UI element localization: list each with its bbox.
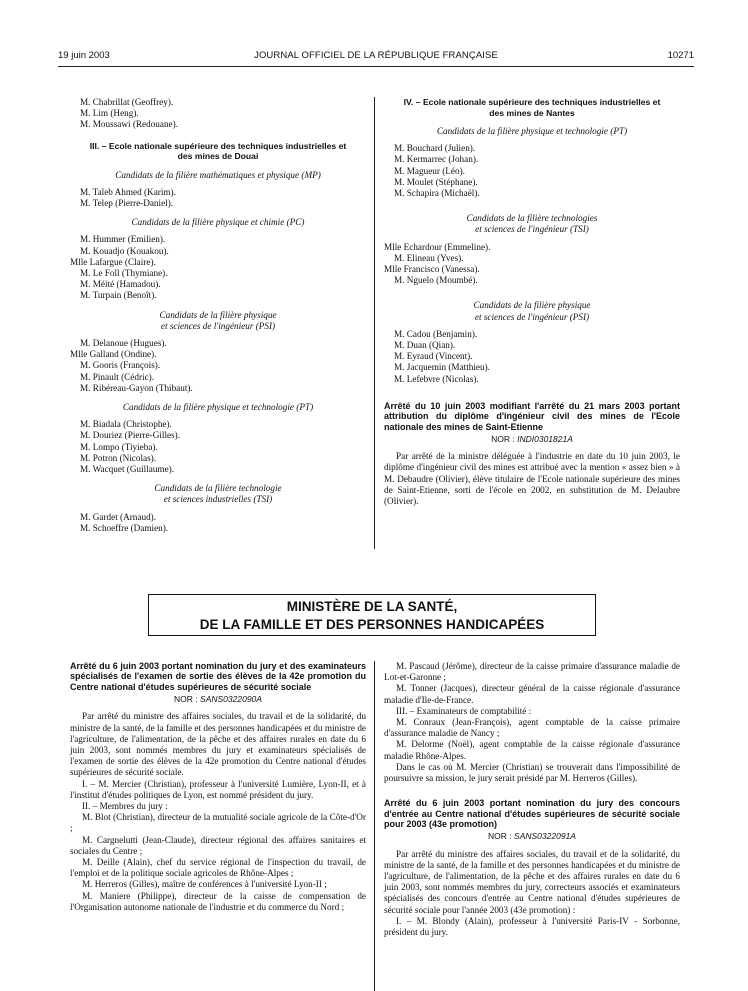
paragraph: Par arrêté de la ministre déléguée à l'industrie en date du 10 juin 2003, le diplôme d'ingénieur civil des mines est attribué avec la mention « assez bien » à M. Debaudre (Olivier), élève titulaire de l'Ecole nationale supérieure des mines de Saint-Etienne, sorti de l'école en 2002, en substitution de M. Delaubre (Olivier).	[384, 451, 680, 507]
list-item: M. Lompo (Tiyieba).	[80, 441, 158, 452]
nor-label: NOR :	[488, 831, 512, 842]
subsection-title-line: Candidats de la filière physique	[159, 309, 277, 320]
list-item: Mlle Echardour (Emmeline).	[384, 241, 491, 252]
list-item: M. Bouchard (Julien).	[394, 143, 476, 154]
column-divider-bottom	[374, 661, 375, 991]
list-item: M. Eyraud (Vincent).	[394, 351, 473, 362]
list-item: Mlle Lafargue (Claire).	[70, 256, 156, 267]
arrete-title: Arrêté du 6 juin 2003 portant nomination du jury des concours d'entrée au Centre national d'études supérieures de sécurité sociale pour 2003 (43e promotion)	[384, 798, 680, 830]
subsection-title-line: Candidats de la filière technologie	[154, 483, 282, 494]
list-item: M. Douriez (Pierre-Gilles).	[80, 430, 181, 441]
list-item: M. Méité (Hamadou).	[80, 279, 161, 290]
header-page-number: 10271	[667, 50, 694, 61]
subsection-title-tsi	[90, 483, 346, 505]
subsection-title-line: et sciences de l'ingénieur (PSI)	[474, 311, 590, 322]
paragraph: Dans le cas où M. Mercier (Christian) se trouverait dans l'impossibilité de poursuivre sa mission, le jury serait présidé par M. Herreros (Gilles).	[384, 761, 680, 784]
nor-code: SANS0322090A	[200, 694, 262, 705]
list-item: M. Wacquet (Guillaume).	[80, 464, 175, 475]
subsection-title-line: Candidats de la filière technologies	[466, 213, 598, 224]
nor-code: SANS0322091A	[514, 831, 576, 842]
list-item: M. Moulet (Stéphane).	[394, 176, 478, 187]
ministry-banner	[148, 594, 596, 636]
page-header	[58, 50, 694, 66]
list-item: M. Jacquemin (Matthieu).	[394, 362, 490, 373]
paragraph: M. Maniere (Philippe), directeur de la caisse de compensation de l'Organisation autonome nationale de l'industrie et du commerce du Nord ;	[70, 890, 366, 912]
list-item: M. Le Foll (Thymiane).	[80, 268, 168, 279]
paragraph: M. Pascaud (Jérôme), directeur de la caisse primaire d'assurance maladie de Lot-et-Garonne ;	[384, 661, 680, 683]
nor-reference	[384, 831, 680, 842]
section-title-nantes: IV. – Ecole nationale supérieure des techniques industrielles et des mines de Nantes	[403, 97, 661, 118]
ministry-line-1: MINISTÈRE DE LA SANTÉ,	[286, 599, 458, 614]
paragraph: M. Tonner (Jacques), directeur général de la caisse régionale d'assurance maladie d'Ile-de-France.	[384, 683, 680, 705]
list-item: M. Schoeffre (Damien).	[80, 522, 169, 533]
paragraph: I. – M. Mercier (Christian), professeur à l'université Lumière, Lyon-II, et à l'institut d'études politiques de Lyon, est nommé président du jury.	[70, 778, 366, 800]
list-item: M. Gooris (François).	[80, 360, 161, 371]
subsection-title-psi	[404, 300, 660, 322]
list-item: M. Chabrillat (Geoffrey).	[80, 97, 174, 107]
nor-label: NOR :	[174, 694, 198, 705]
header-rule	[58, 66, 694, 67]
list-item: M. Lefebvre (Nicolas).	[394, 373, 479, 384]
paragraph: III. – Examinateurs de comptabilité :	[396, 705, 532, 716]
subsection-title-pc: Candidats de la filière physique et chimie (PC)	[131, 217, 305, 228]
list-item: Mlle Galland (Ondine).	[70, 349, 157, 360]
paragraph: M. Herreros (Gilles), maître de conférences à l'université Lyon-II ;	[82, 879, 327, 890]
list-item: M. Elineau (Yves).	[394, 252, 464, 263]
list-item: Mlle Francisco (Vanessa).	[384, 264, 480, 275]
list-item: M. Biadala (Christophe).	[80, 419, 172, 430]
nor-label: NOR :	[491, 434, 515, 445]
list-item: M. Potron (Nicolas).	[80, 452, 157, 463]
paragraph: M. Delorme (Noël), agent comptable de la caisse régionale d'assurance maladie Rhône-Alpes.	[384, 739, 680, 761]
list-item: M. Moussawi (Redouane).	[80, 119, 178, 130]
list-item: M. Duan (Qian).	[394, 340, 456, 351]
section-title-douai: III. – Ecole nationale supérieure des techniques industrielles et des mines de Douai	[89, 140, 347, 162]
subsection-title-line: Candidats de la filière physique	[473, 300, 591, 311]
subsection-title-line: et sciences de l'ingénieur (TSI)	[475, 224, 589, 235]
list-item: M. Cadou (Benjamin).	[394, 328, 478, 339]
nor-reference	[384, 434, 680, 445]
list-item: M. Lim (Heng).	[80, 108, 139, 119]
paragraph: I. – M. Blondy (Alain), professeur à l'université Paris-IV - Sorbonne, président du jury.	[384, 915, 680, 938]
list-item: M. Taleb Ahmed (Karim).	[80, 186, 176, 197]
arrete-title: Arrêté du 10 juin 2003 modifiant l'arrêté du 21 mars 2003 portant attribution du diplôme d'ingénieur civil des mines de l'Ecole nationale des mines de Saint-Etienne	[384, 400, 680, 432]
nor-code: INDI0301821A	[517, 434, 573, 445]
nor-reference	[70, 694, 366, 705]
ministry-line-2: DE LA FAMILLE ET DES PERSONNES HANDICAPÉES	[199, 617, 545, 632]
paragraph: II. – Membres du jury :	[82, 801, 168, 812]
list-item: M. Magueur (Léo).	[394, 165, 465, 176]
names-top	[70, 97, 366, 131]
subsection-title-tsi	[404, 213, 660, 235]
column-2	[384, 97, 680, 507]
subsection-title-mp: Candidats de la filière mathématiques et physique (MP)	[115, 169, 321, 180]
list-item: M. Kermarrec (Johan).	[394, 154, 479, 165]
header-date: 19 juin 2003	[58, 50, 110, 61]
list-item: M. Hummer (Emilien).	[80, 234, 166, 245]
subsection-title-pt: Candidats de la filière physique et technologie (PT)	[436, 126, 628, 136]
paragraph: M. Conraux (Jean-François), agent comptable de la caisse primaire d'assurance maladie de Nancy ;	[384, 717, 680, 739]
subsection-title-psi	[90, 310, 346, 332]
column-3	[70, 661, 366, 913]
list-item: M. Pinault (Cédric).	[80, 371, 154, 382]
paragraph: M. Cargnelutti (Jean-Claude), directeur régional des affaires sanitaires et sociales du Centre ;	[70, 834, 366, 856]
list-item: M. Ribéreau-Gayon (Thibaut).	[80, 382, 193, 393]
arrete-title: Arrêté du 6 juin 2003 portant nomination du jury et des examinateurs spécialisés de l'examen de sortie des élèves de la 42e promotion du Centre national d'études supérieures de sécurité sociale	[70, 661, 366, 692]
column-4	[384, 661, 680, 938]
column-divider-top	[374, 97, 375, 549]
paragraph: M. Deille (Alain), chef du service régional de l'inspection du travail, de l'emploi et de la politique sociale agricoles de Rhône-Alpes ;	[70, 857, 366, 879]
list-item: M. Delanoue (Hugues).	[80, 338, 167, 349]
subsection-title-line: et sciences de l'ingénieur (PSI)	[160, 320, 276, 331]
header-journal-title: JOURNAL OFFICIEL DE LA RÉPUBLIQUE FRANÇAISE	[254, 50, 498, 61]
list-item: M. Nguelo (Moumbé).	[394, 275, 478, 286]
paragraph: Par arrêté du ministre des affaires sociales, du travail et de la solidarité, du ministre de la santé, de la famille et des personnes handicapées et du ministre de l'agriculture, de l'alimentation, de la pêche et des affaires rurales en date du 6 juin 2003, sont nommés membres du jury, correcteurs associés et examinateurs spécialisés des concours d'entrée au Centre national d'études supérieures de sécurité sociale pour l'année 2003 (43e promotion) :	[384, 848, 680, 915]
list-item: M. Telep (Pierre-Daniel).	[80, 198, 174, 209]
list-item: M. Gardet (Arnaud).	[80, 511, 157, 522]
paragraph: Par arrêté du ministre des affaires sociales, du travail et de la solidarité, du ministre de la santé, de la famille et des personnes handicapées et du ministre de l'agriculture, de l'alimentation, de la pêche et des affaires rurales en date du 6 juin 2003, sont nommés membres du jury et examinateurs spécialisés de l'examen de sortie des élèves de la 42e promotion du Centre national d'études supérieures de sécurité sociale.	[70, 711, 366, 778]
list-item: M. Schapira (Michaël).	[394, 188, 480, 199]
subsection-title-pt: Candidats de la filière physique et technologie (PT)	[122, 402, 314, 413]
list-item: M. Turpain (Benoît).	[80, 290, 157, 301]
list-item: M. Kouadjo (Kouakou).	[80, 245, 169, 256]
column-1	[70, 97, 366, 534]
subsection-title-line: et sciences industrielles (TSI)	[163, 494, 273, 505]
paragraph: M. Blot (Christian), directeur de la mutualité sociale agricole de la Côte-d'Or ;	[70, 812, 366, 834]
